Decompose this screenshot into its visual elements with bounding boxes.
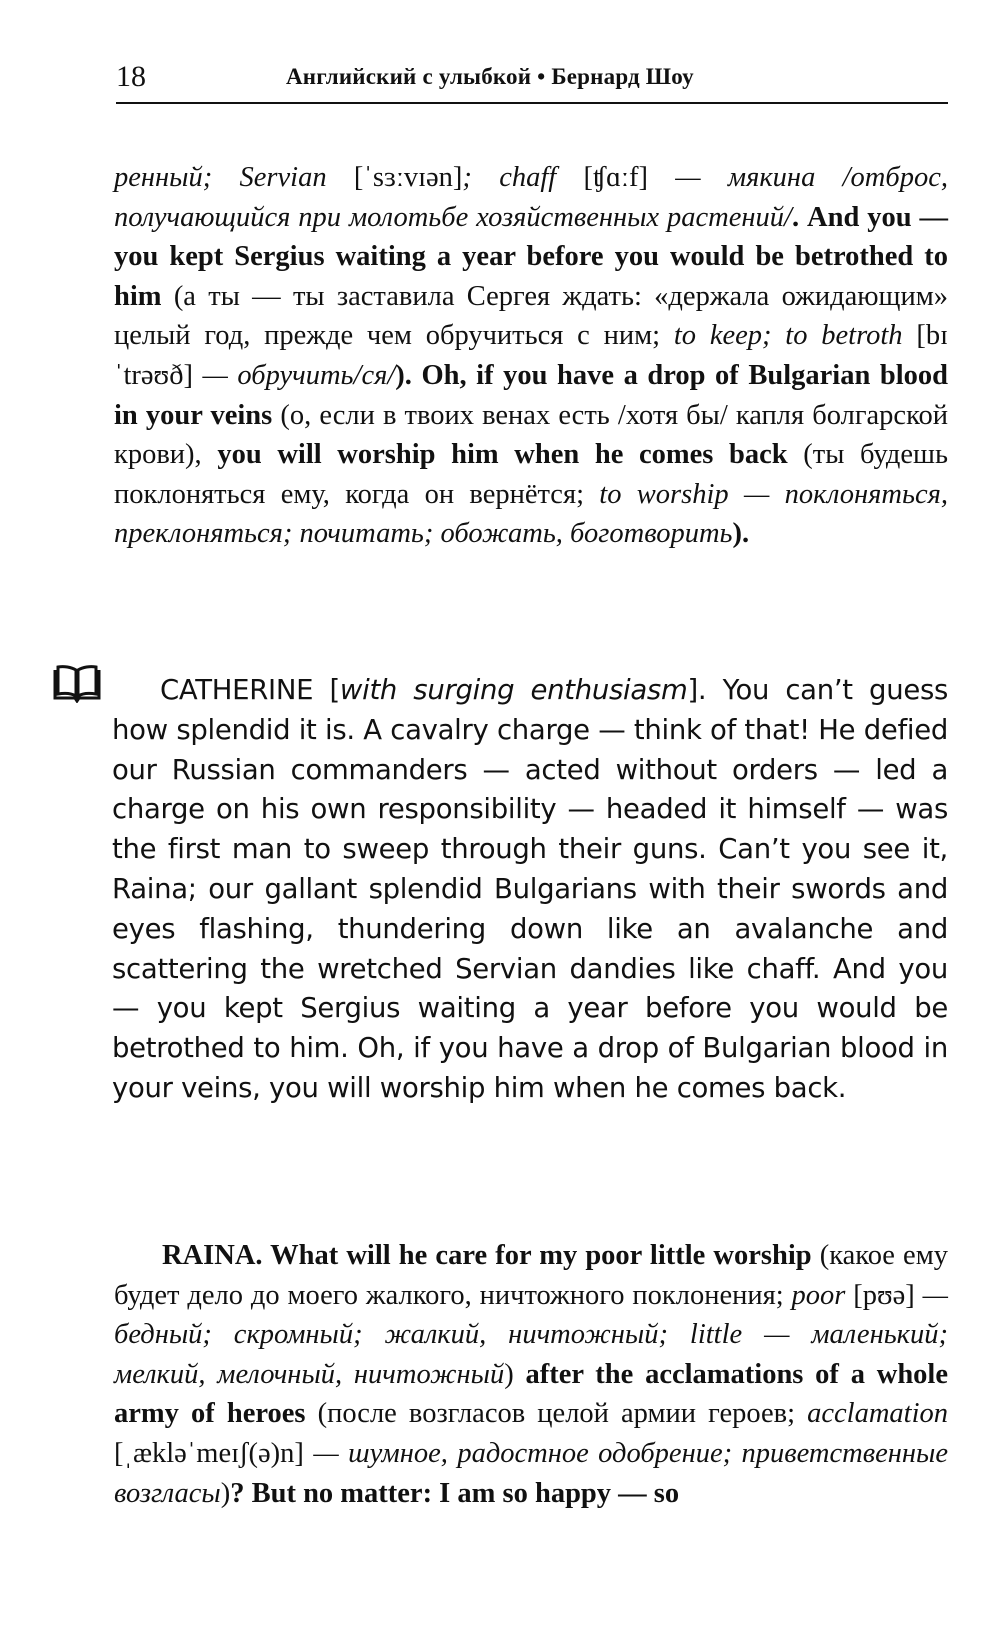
transcription: [ˈsɜːvɪən]	[326, 162, 463, 193]
original-phrase: Oh, if you have a drop of Bulgarian blood in your veins	[114, 359, 948, 431]
text-span: Servian	[239, 162, 327, 193]
speaker-name: CATHERINE	[160, 674, 314, 706]
text-span: )	[220, 1477, 231, 1509]
translation: — бедный; скромный; жалкий, ничтожный;	[114, 1279, 948, 1351]
translation: (после возгласов целой армии героев;	[305, 1398, 808, 1430]
dialogue-text: You can’t guess how splendid it is. A cavalry charge — think of that! He defied our Russian commanders — acted without orders — led a charge on his own responsibility — headed it himself — was the first man to sweep through their guns. Can’t you see it, Raina; our gallant splendid Bulgarians with their swords and eyes flashing, thundering down like an avalanche and scattering the wretched Servian dandies like chaff. And you — you kept Sergius waiting a year before you would be betrothed to him. Oh, if you have a drop of Bulgarian blood in your veins, you will worship him when he comes back.	[112, 674, 949, 1104]
original-phrase: ? But no matter: I am so happy — so	[230, 1477, 680, 1509]
transcription: [ʧɑːf]	[556, 162, 676, 193]
headword: poor	[791, 1279, 846, 1311]
commentary-paragraph-1	[114, 158, 948, 554]
translation: (о, если в твоих венах есть /хотя бы/ капля болгарской крови),	[114, 399, 948, 471]
page-header	[116, 58, 948, 104]
text-span: chaff	[499, 162, 557, 193]
headword: acclamation	[807, 1398, 948, 1430]
headword: to keep; to betroth	[673, 320, 903, 352]
translation: (какое ему будет дело до моего жалкого, ничтожного поклонения;	[114, 1240, 948, 1311]
text-span: )	[504, 1358, 526, 1390]
translation: (а ты — ты заставила Сергея ждать: «держала ожидающим» целый год, прежде чем обручиться с ним;	[114, 280, 948, 352]
running-title: Английский с улыбкой • Бернард Шоу	[286, 64, 694, 89]
transcription: [pʊə]	[845, 1279, 923, 1311]
original-text-paragraph	[112, 671, 948, 1109]
text-span: ].	[687, 674, 723, 706]
page-number: 18	[116, 60, 146, 93]
original-phrase: And you — you kept Sergius waiting a year before you would be betrothed to him	[114, 201, 949, 312]
stage-direction: with surging enthusiasm	[339, 674, 688, 706]
commentary-paragraph-2	[114, 1236, 948, 1513]
translation: (ты будешь поклоняться ему, когда он вернётся;	[114, 439, 949, 510]
original-phrase: after the acclamations of a whole army of heroes	[114, 1358, 948, 1430]
original-phrase: RAINA. What will he care for my poor little worship	[162, 1240, 812, 1271]
headword: to worship	[599, 478, 729, 510]
open-book-icon	[52, 665, 102, 703]
transcription: [ˌækləˈmeɪʃ(ə)n]	[114, 1437, 314, 1469]
headword: little	[689, 1319, 743, 1351]
text-span: ).	[732, 518, 750, 550]
text-span: [	[313, 674, 340, 706]
text-span: .	[791, 201, 808, 233]
text-span: ;	[462, 162, 500, 193]
text-span: ).	[395, 359, 422, 391]
translation: — обручить/ся/	[202, 359, 396, 391]
original-phrase: you will worship him when he comes back	[217, 439, 788, 471]
translation: — маленький; мелкий, мелочный, ничтожный	[114, 1319, 949, 1390]
text-span: ренный;	[114, 162, 240, 193]
translation: — шумное, радостное одобрение; приветственные возгласы	[114, 1437, 948, 1509]
translation: — поклоняться, преклоняться; почитать; обожать, боготворить	[114, 478, 948, 550]
transcription: [bɪˈtrəʊð]	[114, 320, 948, 391]
translation: — мякина /отброс, получающийся при молотьбе хозяйственных растений/	[114, 162, 948, 233]
